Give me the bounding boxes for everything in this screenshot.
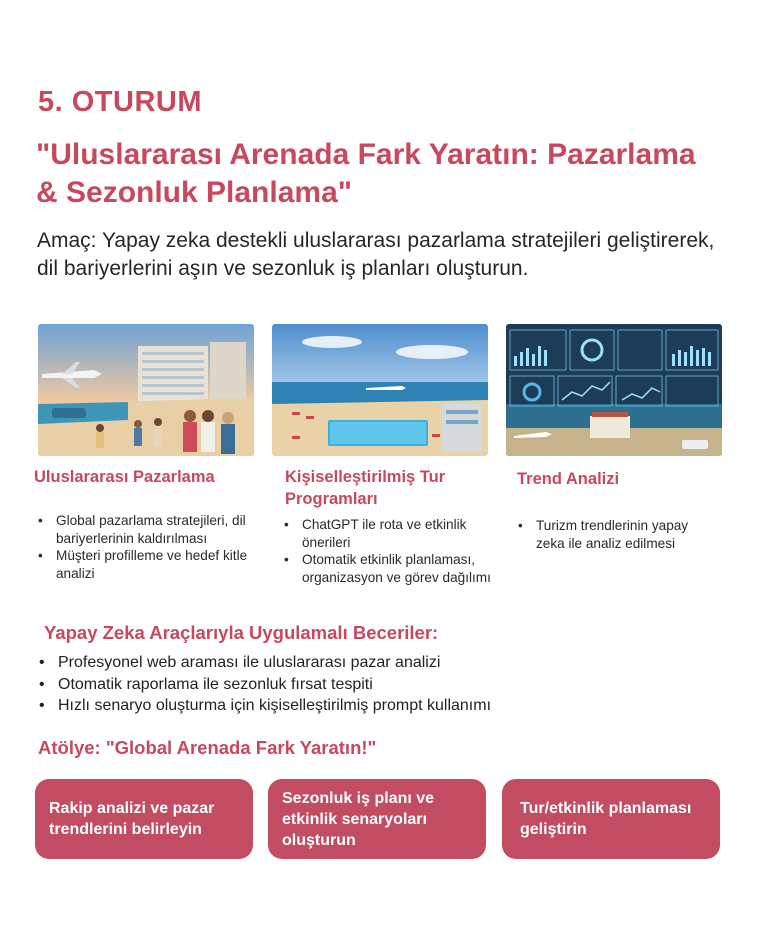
list-item: • Müşteri profilleme ve hedef kitle analizi xyxy=(36,547,258,582)
card-bullets-trends xyxy=(516,517,696,552)
trend-dashboard-photo xyxy=(506,324,722,456)
list-item: • Otomatik etkinlik planlaması, organizasyon ve görev dağılımı xyxy=(282,551,502,586)
card-bullets-tours xyxy=(282,516,502,586)
list-item: • Profesyonel web araması ile uluslararası pazar analizi xyxy=(36,652,491,674)
skills-heading: Yapay Zeka Araçlarıyla Uygulamalı Beceriler: xyxy=(44,622,439,643)
button-label: Rakip analizi ve pazar trendlerini belirleyin xyxy=(49,800,215,838)
goal-text: Amaç: Yapay zeka destekli uluslararası pazarlama stratejileri geliştirerek, dil bariyerlerini aşın ve sezonluk iş planları oluşturun. xyxy=(37,229,715,280)
seasonal-plan-button[interactable] xyxy=(268,779,486,859)
list-item: • Turizm trendlerinin yapay zeka ile analiz edilmesi xyxy=(516,517,696,552)
list-item: • Otomatik raporlama ile sezonluk fırsat tespiti xyxy=(36,674,491,696)
list-item: • ChatGPT ile rota ve etkinlik önerileri xyxy=(282,516,502,551)
list-item: • Hızlı senaryo oluşturma için kişiselleştirilmiş prompt kullanımı xyxy=(36,695,491,717)
button-label: Sezonluk iş planı ve etkinlik senaryoları oluşturun xyxy=(282,789,435,849)
tour-planning-button[interactable] xyxy=(502,779,720,859)
card-heading-tours: Kişiselleştirilmiş Tur Programları xyxy=(285,468,446,508)
marketing-photo xyxy=(38,324,254,456)
session-label: 5. OTURUM xyxy=(38,86,202,118)
tour-photo xyxy=(272,324,488,456)
button-label: Tur/etkinlik planlaması geliştirin xyxy=(520,800,692,838)
competitor-analysis-button[interactable] xyxy=(35,779,253,859)
workshop-heading: Atölye: "Global Arenada Fark Yaratın!" xyxy=(38,737,377,758)
card-heading-marketing: Uluslararası Pazarlama xyxy=(34,468,215,486)
skills-list xyxy=(36,652,491,717)
card-bullets-marketing xyxy=(36,512,258,582)
list-item: • Global pazarlama stratejileri, dil bariyerlerinin kaldırılması xyxy=(36,512,258,547)
page-title: "Uluslararası Arenada Fark Yaratın: Pazarlama & Sezonluk Planlama" xyxy=(36,138,696,209)
card-heading-trends: Trend Analizi xyxy=(517,470,620,488)
